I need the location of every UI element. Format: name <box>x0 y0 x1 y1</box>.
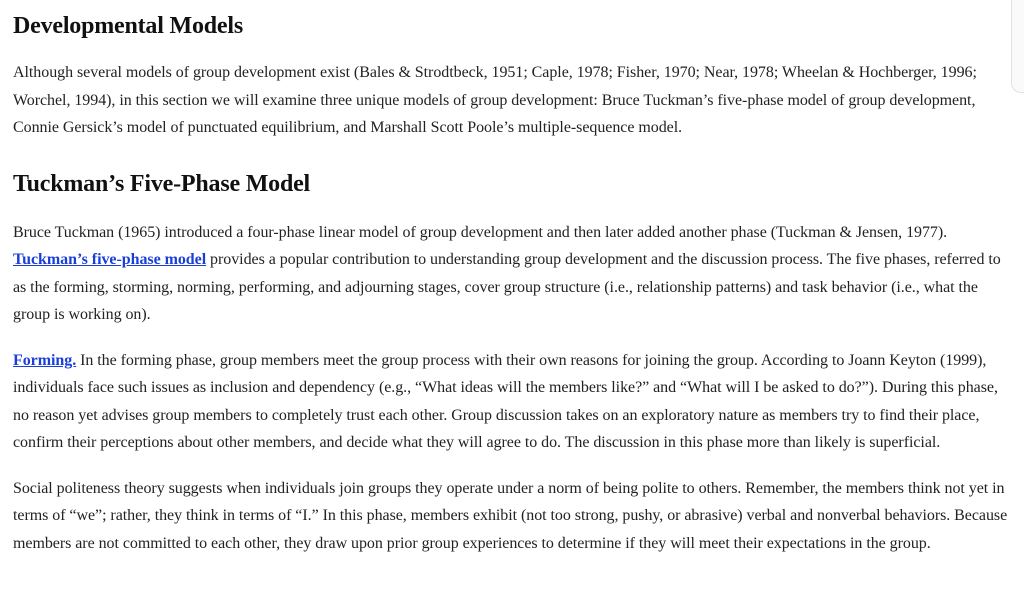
forming-link[interactable]: Forming. <box>13 351 77 369</box>
social-politeness-paragraph: Social politeness theory suggests when individuals join groups they operate under a norm of being polite to others. Remember, the members think not yet in terms of “we”; rather, they think in terms of “I.” In this phase, members exhibit (not too strong, pushy, or abrasive) verbal and nonverbal behaviors. Because members are not committed to each other, they draw upon prior group experiences to determine if they will meet their expectations in the group. <box>13 479 1008 552</box>
section-heading-tuckman: Tuckman’s Five-Phase Model <box>13 170 311 197</box>
section-heading-developmental-models: Developmental Models <box>13 13 243 39</box>
tuckman-five-phase-model-link[interactable]: Tuckman’s five-phase model <box>13 251 207 268</box>
forming-text: In the forming phase, group members meet the group process with their own reasons for joining the group. According to Joann Keyton (1999), individuals face such issues as inclusion and dependency (e.g., “What ideas will the members like?” and “What will I be asked to do?”). During this phase, no reason yet advises group members to completely trust each other. Group discussion takes on an exploratory nature as members try to find their place, confirm their perceptions about other members, and decide what they will agree to do. The discussion in this phase more than likely is superficial. <box>13 351 998 451</box>
tuckman-intro-text-after: provides a popular contribution to understanding group development and the discussion process. The five phases, referred to as the forming, storming, norming, performing, and adjourning stages, cover group structure (i.e., relationship patterns) and task behavior (i.e., what the group is working on). <box>13 251 1001 323</box>
tuckman-intro-paragraph <box>13 219 1015 329</box>
developmental-models-paragraph: Although several models of group development exist (Bales & Strodtbeck, 1951; Caple, 1978; Fisher, 1970; Near, 1978; Wheelan & Hochberger, 1996; Worchel, 1994), in this section we will examine three unique models of group development: Bruce Tuckman’s five-phase model of group development, Connie Gersick’s model of punctuated equilibrium, and Marshall Scott Poole’s multiple-sequence model. <box>13 64 977 136</box>
tuckman-intro-text-before: Bruce Tuckman (1965) introduced a four-phase linear model of group development and then later added another phase (Tuckman & Jensen, 1977). <box>13 223 948 241</box>
scrollbar-edge[interactable] <box>1011 0 1024 93</box>
forming-paragraph <box>13 347 1015 457</box>
article-content <box>13 0 1015 575</box>
